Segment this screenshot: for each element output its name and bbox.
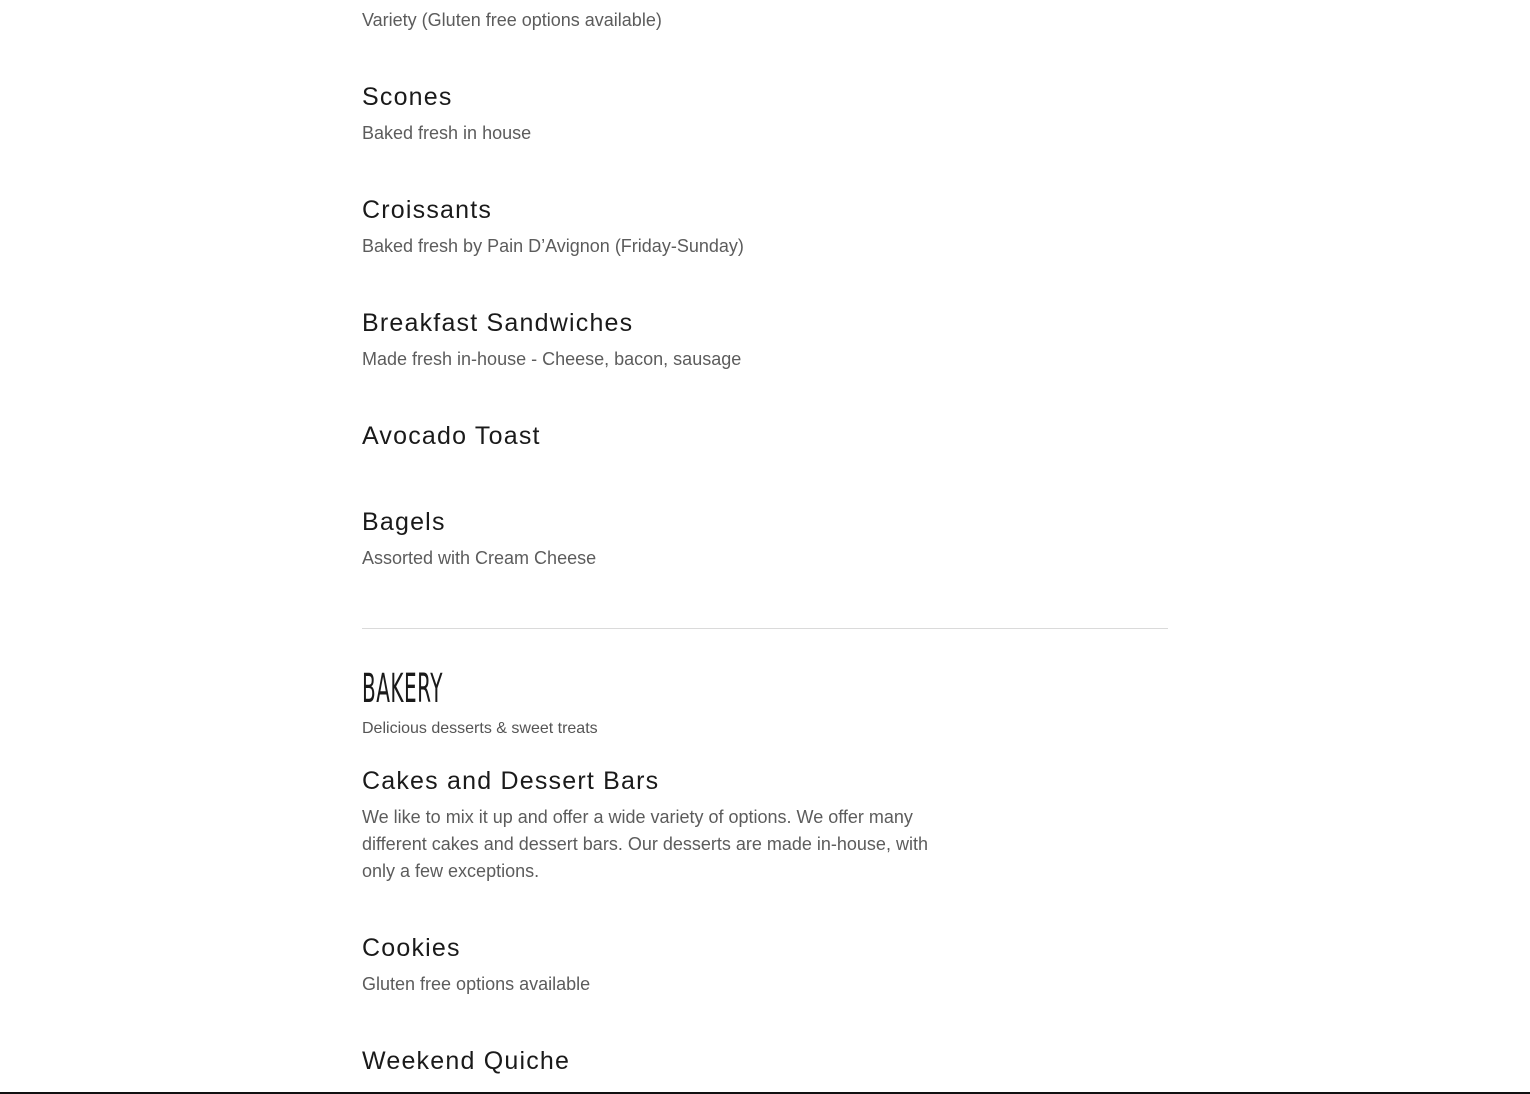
menu-item-description-breakfast-sandwiches: Made fresh in-house - Cheese, bacon, sausage bbox=[362, 349, 742, 369]
menu-item-title-croissants: Croissants bbox=[362, 196, 493, 224]
menu-item-description: Variety (Gluten free options available) bbox=[362, 10, 662, 30]
menu-item-title-breakfast-sandwiches: Breakfast Sandwiches bbox=[362, 309, 634, 337]
menu-item-title-scones: Scones bbox=[362, 83, 453, 111]
menu-item-description-scones: Baked fresh in house bbox=[362, 123, 532, 143]
section-subtitle-bakery: Delicious desserts & sweet treats bbox=[362, 720, 598, 737]
menu-item-description-bagels: Assorted with Cream Cheese bbox=[362, 548, 597, 568]
menu-item-description-cookies: Gluten free options available bbox=[362, 974, 591, 994]
menu-item-title-cookies: Cookies bbox=[362, 934, 461, 962]
menu-item-description-croissants: Baked fresh by Pain D’Avignon (Friday-Sunday) bbox=[362, 236, 744, 256]
menu-item-title-avocado-toast: Avocado Toast bbox=[362, 422, 541, 450]
menu-item-description-cakes: We like to mix it up and offer a wide variety of options. We offer many different cakes and dessert bars. Our desserts are made in-house, with only a few exceptions. bbox=[362, 807, 928, 881]
menu-item-title-bagels: Bagels bbox=[362, 508, 446, 536]
menu-item-title-cakes: Cakes and Dessert Bars bbox=[362, 767, 660, 795]
section-divider bbox=[362, 628, 1168, 629]
menu-item-title-weekend-quiche: Weekend Quiche bbox=[362, 1047, 571, 1075]
section-title-bakery: BAKERY bbox=[362, 666, 443, 712]
